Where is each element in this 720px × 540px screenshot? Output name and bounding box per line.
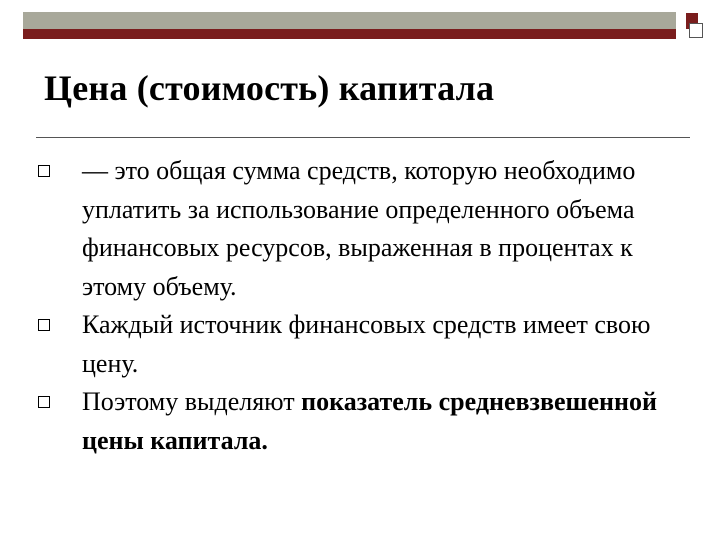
- header-decoration-square-outline: [689, 23, 703, 38]
- bullet-item: [30, 306, 690, 383]
- bullet-text: Поэтому выделяют: [82, 387, 302, 416]
- bullet-item: [30, 152, 690, 306]
- bullet-list: [30, 152, 690, 460]
- slide-title: Цена (стоимость) капитала: [44, 68, 495, 108]
- hollow-square-bullet-icon: [38, 319, 50, 331]
- hollow-square-bullet-icon: [38, 396, 50, 408]
- bullet-item: [30, 383, 690, 460]
- bullet-text: Каждый источник финансовых средств имеет свою цену.: [82, 310, 651, 378]
- bullet-text: — это общая сумма средств, которую необходимо уплатить за использование определенного объема финансовых ресурсов, выраженная в процентах к этому объему.: [82, 156, 636, 301]
- header-decoration-bar: [23, 12, 676, 39]
- bullet-text-bold: показатель средневзвешенной цены капитала.: [82, 387, 657, 455]
- hollow-square-bullet-icon: [38, 165, 50, 177]
- title-divider: [36, 137, 690, 138]
